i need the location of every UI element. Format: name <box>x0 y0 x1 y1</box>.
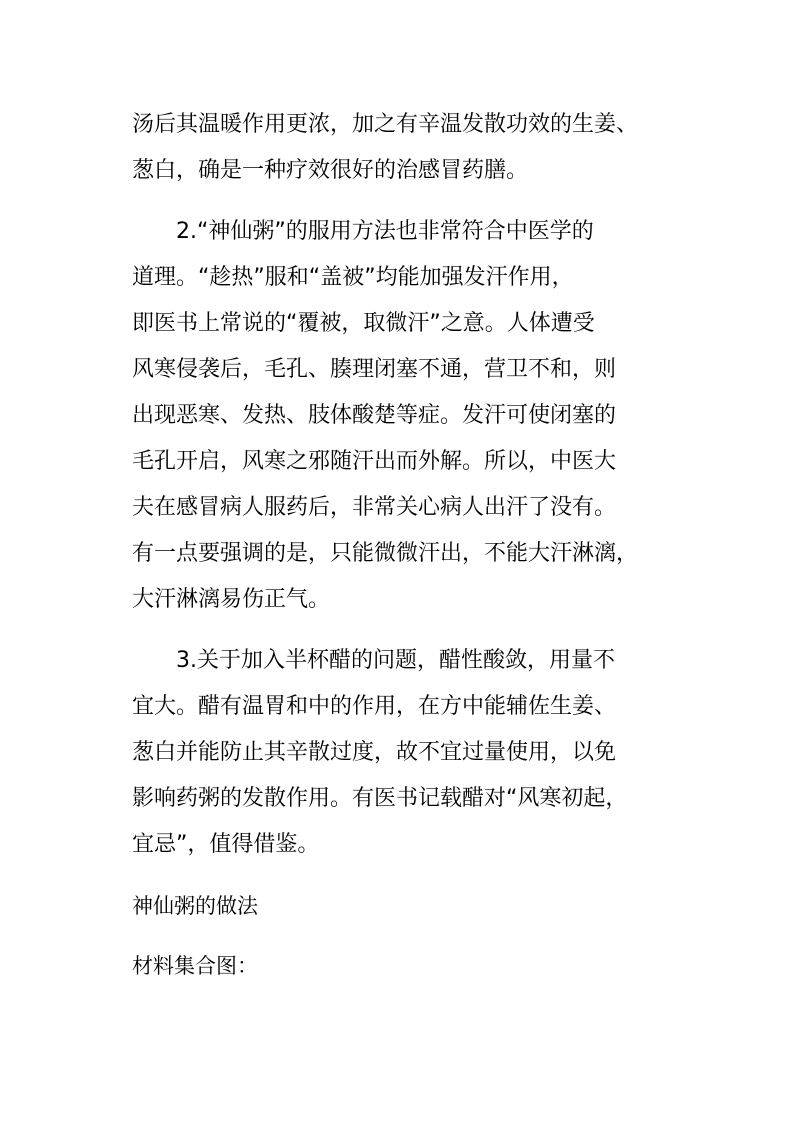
text-line: 葱白并能防止其辛散过度，故不宜过量使用，以免 <box>132 740 617 765</box>
section-heading-recipe: 神仙粥的做法 <box>132 894 258 918</box>
text-line: 即医书上常说的“覆被，取微汗”之意。人体遭受 <box>132 311 595 336</box>
text-line: 影响药粥的发散作用。有医书记载醋对“风寒初起， <box>132 786 628 811</box>
text-line: 道理。“趁热”服和“盖被”均能加强发汗作用， <box>132 265 574 290</box>
paragraph-1 <box>132 102 692 194</box>
paragraph-2 <box>132 209 692 623</box>
text-line: 2.“神仙粥”的服用方法也非常符合中医学的 <box>176 219 594 244</box>
text-line: 风寒侵袭后，毛孔、腠理闭塞不通，营卫不和，则 <box>132 357 617 382</box>
document-page <box>132 102 692 989</box>
text-line: 出现恶寒、发热、肢体酸楚等症。发汗可使闭塞的 <box>132 403 617 428</box>
text-line: 有一点要强调的是，只能微微汗出，不能大汗淋漓， <box>132 541 639 566</box>
text-line: 宜大。醋有温胃和中的作用，在方中能辅佐生姜、 <box>132 694 617 719</box>
text-line: 汤后其温暖作用更浓，加之有辛温发散功效的生姜、 <box>132 112 639 137</box>
paragraph-3 <box>132 638 692 868</box>
text-line: 葱白，确是一种疗效很好的治感冒药膳。 <box>132 158 529 183</box>
text-line: 大汗淋漓易伤正气。 <box>132 587 331 612</box>
section-heading-materials: 材料集合图： <box>132 954 258 978</box>
text-line: 夫在感冒病人服药后，非常关心病人出汗了没有。 <box>132 495 617 520</box>
text-line: 宜忌”，值得借鉴。 <box>132 832 320 857</box>
text-line: 毛孔开启，风寒之邪随汗出而外解。所以，中医大 <box>132 449 617 474</box>
text-line: 3.关于加入半杯醋的问题，醋性酸敛，用量不 <box>176 648 615 673</box>
